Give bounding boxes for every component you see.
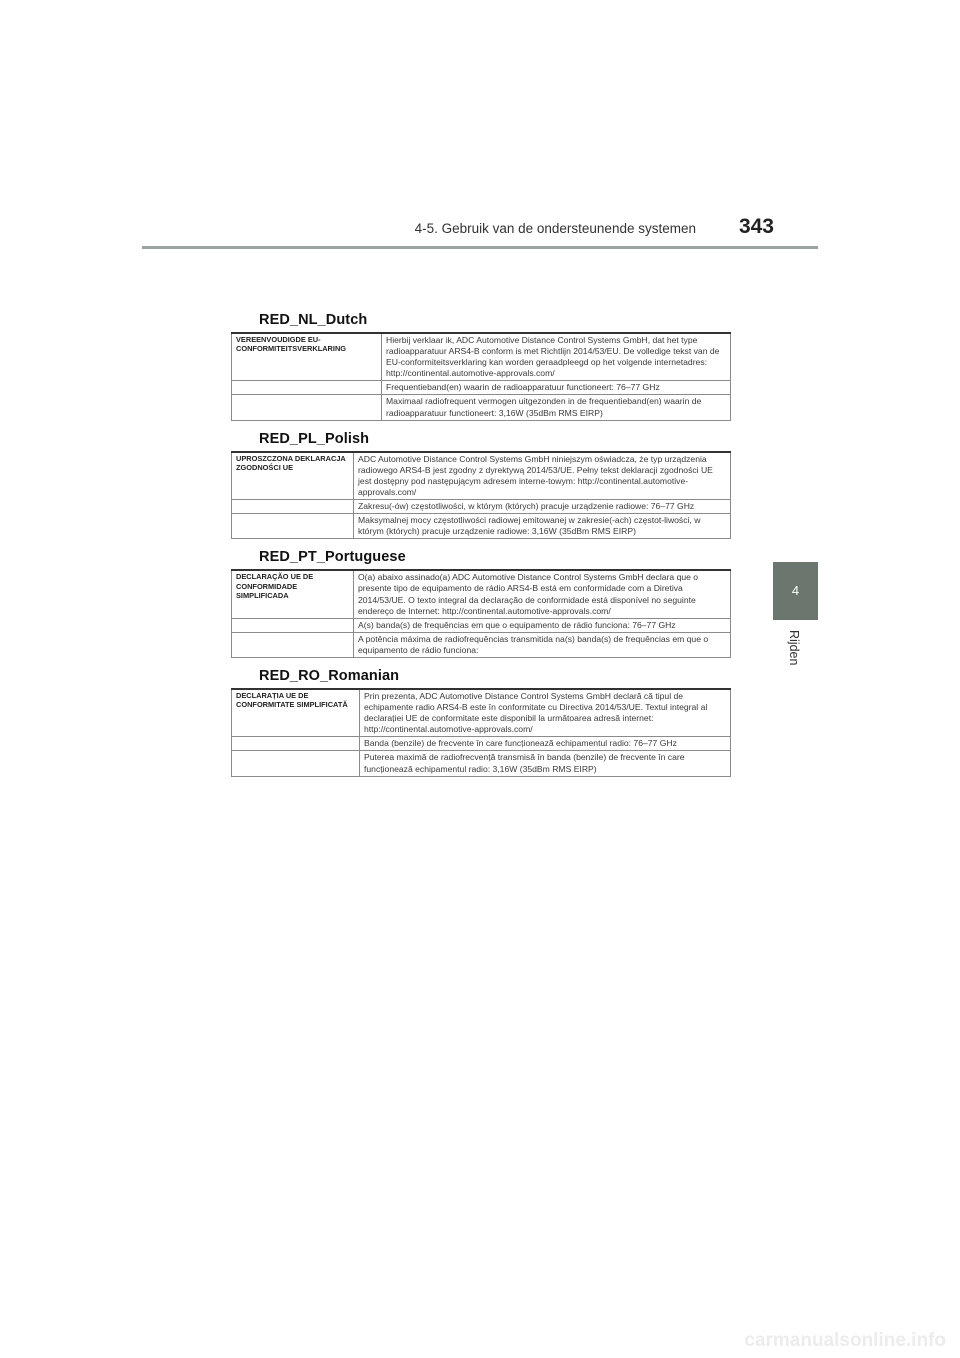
declaration-label: VEREENVOUDIGDE EU-CONFORMITEITSVERKLARING bbox=[232, 333, 382, 381]
declaration-label: UPROSZCZONA DEKLARACJA ZGODNOŚCI UE bbox=[232, 452, 354, 500]
empty-cell bbox=[232, 500, 354, 514]
section-dutch bbox=[231, 312, 731, 421]
section-title: RED_PT_Portuguese bbox=[259, 549, 406, 566]
empty-cell bbox=[232, 737, 360, 751]
power-text: A potência máxima de radiofrequências transmitida na(s) banda(s) de frequências em que o equipamento de rádio funciona: bbox=[354, 632, 731, 657]
table-row bbox=[232, 395, 731, 420]
declaration-table bbox=[231, 451, 731, 540]
declaration-text: ADC Automotive Distance Control Systems GmbH niniejszym oświadcza, że typ urządzenia radiowego ARS4-B jest zgodny z dyrektywą 2014/53/UE. Pełny tekst deklaracji zgodności UE jest dostępny pod następującym adresem interne-towym: http://continental.automotive-approvals.com/ bbox=[354, 452, 731, 500]
page-header bbox=[142, 215, 818, 249]
table-row bbox=[232, 632, 731, 657]
section-romanian bbox=[231, 668, 731, 777]
empty-cell bbox=[232, 751, 360, 776]
chapter-tab-label: Rijden bbox=[787, 630, 801, 666]
frequency-text: Zakresu(-ów) częstotliwości, w którym (których) pracuje urządzenie radiowe: 76–77 GHz bbox=[354, 500, 731, 514]
declarations bbox=[231, 312, 731, 787]
table-row bbox=[232, 452, 731, 500]
frequency-text: Frequentieband(en) waarin de radioapparatuur functioneert: 76–77 GHz bbox=[382, 381, 731, 395]
section-polish bbox=[231, 431, 731, 540]
section-portuguese bbox=[231, 549, 731, 658]
power-text: Maksymalnej mocy częstotliwości radiowej emitowanej w zakresie(-ach) częstot-liwości, w którym (których) pracuje urządzenie radiowe: 3,16W (35dBm RMS EIRP) bbox=[354, 514, 731, 539]
declaration-table bbox=[231, 569, 731, 658]
declaration-text: O(a) abaixo assinado(a) ADC Automotive Distance Control Systems GmbH declara que o presente tipo de equipamento de rádio ARS4-B está em conformidade com a Diretiva 2014/53/UE. O texto integral da declaração de conformidade está disponível no seguinte endereço de Internet: http://continental.automotive-approvals.com/ bbox=[354, 570, 731, 618]
table-row bbox=[232, 737, 731, 751]
section-title: RED_PL_Polish bbox=[259, 430, 370, 447]
table-row bbox=[232, 514, 731, 539]
table-row bbox=[232, 333, 731, 381]
table-row bbox=[232, 618, 731, 632]
frequency-text: A(s) banda(s) de frequências em que o equipamento de rádio funciona: 76–77 GHz bbox=[354, 618, 731, 632]
empty-cell bbox=[232, 514, 354, 539]
declaration-text: Prin prezenta, ADC Automotive Distance Control Systems GmbH declară că tipul de echipamente radio ARS4-B este în conformitate cu Directiva 2014/53/UE. Textul integral al declarației UE de conformitate este disponibil la următoarea adresă internet: http://continental.automotive-approvals.com/ bbox=[360, 689, 731, 737]
table-row bbox=[232, 381, 731, 395]
frequency-text: Banda (benzile) de frecvente în care funcționează echipamentul radio: 76–77 GHz bbox=[360, 737, 731, 751]
table-row bbox=[232, 689, 731, 737]
declaration-table bbox=[231, 332, 731, 421]
table-row bbox=[232, 500, 731, 514]
empty-cell bbox=[232, 395, 382, 420]
page-number: 343 bbox=[738, 215, 774, 238]
declaration-label: DECLARAȚIA UE DE CONFORMITATE SIMPLIFICATĂ bbox=[232, 689, 360, 737]
header-rule bbox=[142, 246, 818, 249]
power-text: Maximaal radiofrequent vermogen uitgezonden in de frequentieband(en) waarin de radioapparatuur functioneert: 3,16W (35dBm RMS EIRP) bbox=[382, 395, 731, 420]
declaration-table bbox=[231, 688, 731, 777]
section-title: RED_RO_Romanian bbox=[259, 667, 400, 684]
table-row bbox=[232, 570, 731, 618]
chapter-title: 4-5. Gebruik van de ondersteunende systemen bbox=[414, 221, 696, 236]
power-text: Puterea maximă de radiofrecvență transmisă în banda (benzile) de frecvente în care funcționează echipamentul radio: 3,16W (35dBm RMS EIRP) bbox=[360, 751, 731, 776]
chapter-tab: 4 bbox=[773, 562, 818, 620]
declaration-text: Hierbij verklaar ik, ADC Automotive Distance Control Systems GmbH, dat het type radioapparatuur ARS4-B conform is met Richtlijn 2014/53/EU. De volledige tekst van de EU-conformiteitsverklaring kan worden geraadpleegd op het volgende internetadres: http://continental.automotive-approvals.com/ bbox=[382, 333, 731, 381]
section-title: RED_NL_Dutch bbox=[259, 312, 368, 328]
empty-cell bbox=[232, 632, 354, 657]
declaration-label: DECLARAÇÃO UE DE CONFORMIDADE SIMPLIFICADA bbox=[232, 570, 354, 618]
watermark: carmanualsonline.info bbox=[744, 1330, 946, 1351]
empty-cell bbox=[232, 618, 354, 632]
table-row bbox=[232, 751, 731, 776]
empty-cell bbox=[232, 381, 382, 395]
